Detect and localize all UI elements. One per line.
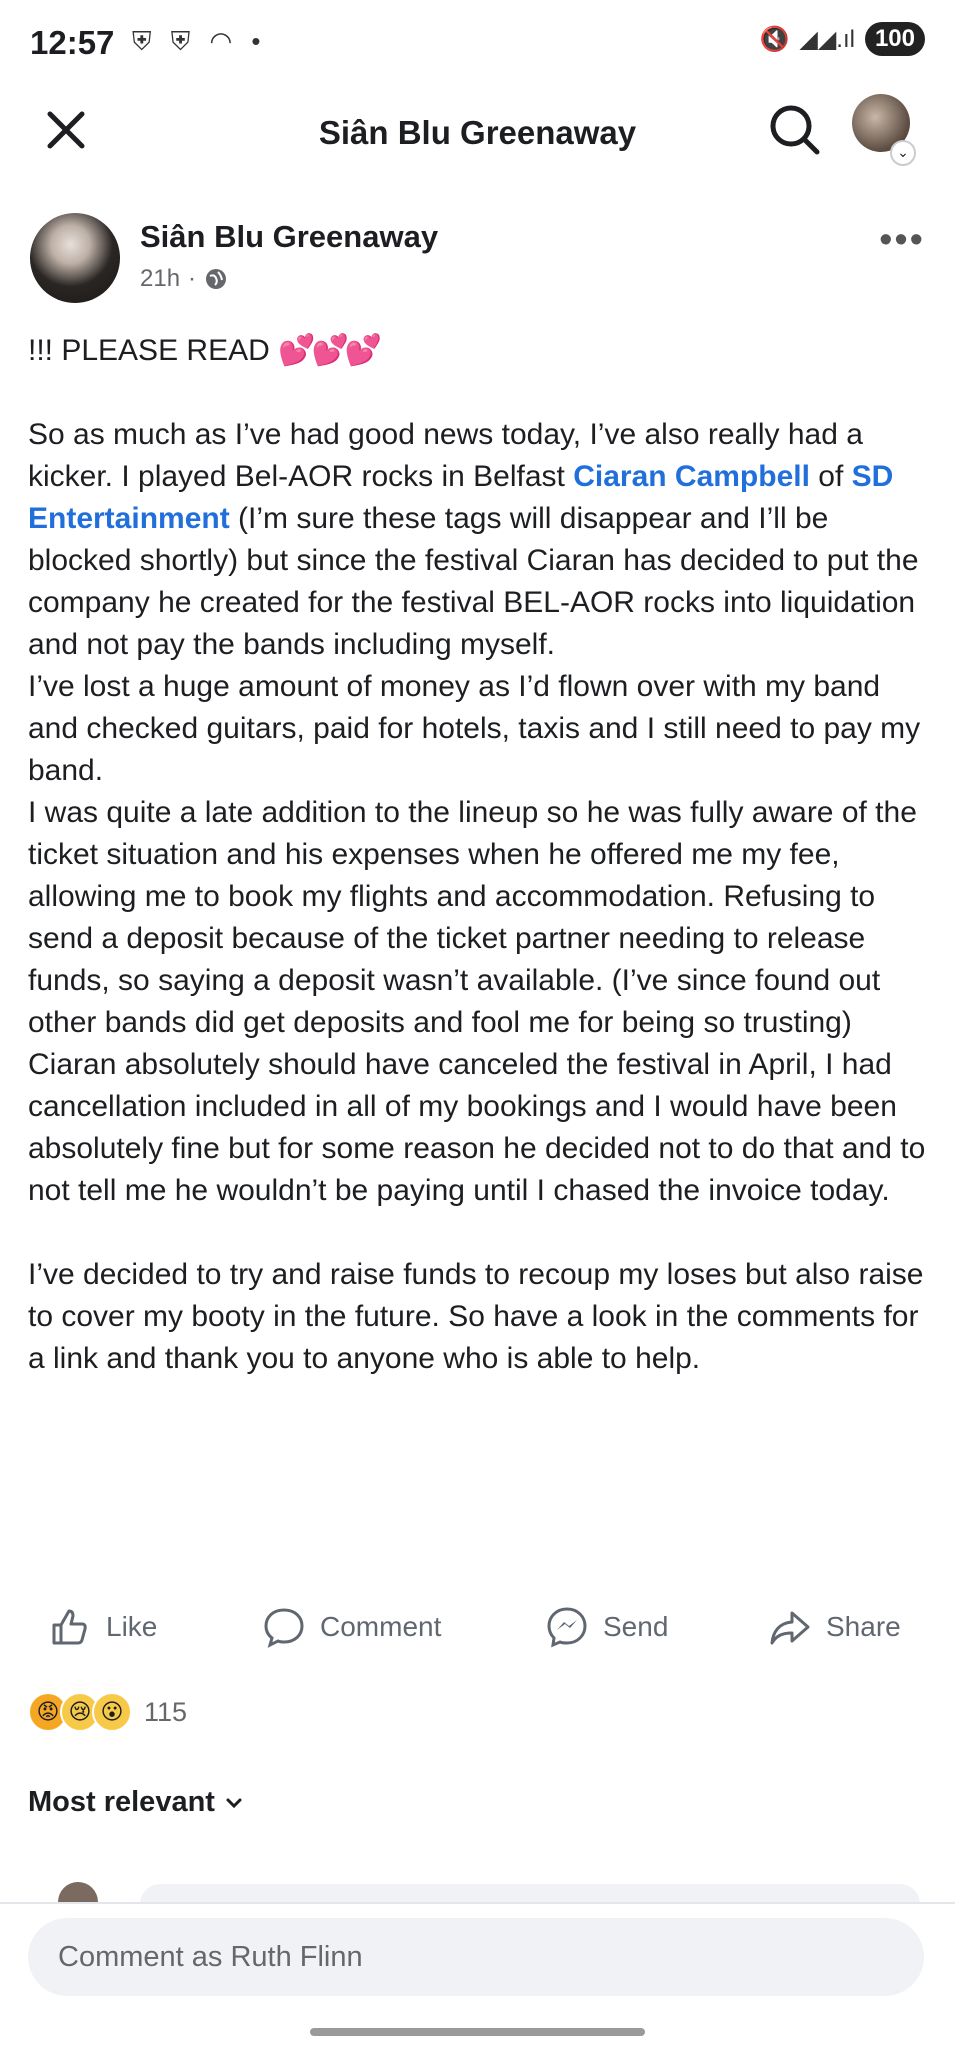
signal-icon: ◢◢.ıl [799, 25, 855, 53]
post-paragraph-5: I’ve decided to try and raise funds to recoup my loses but also raise to cover my booty in the future. So have a look in the comments for a link and thank you to anyone who is able to help. [28, 1258, 924, 1375]
mute-icon: 🔇 [759, 25, 790, 53]
send-label: Send [603, 1611, 669, 1642]
more-options-icon[interactable]: ••• [879, 219, 925, 261]
search-icon[interactable] [765, 100, 825, 160]
status-time: 12:57 [30, 24, 115, 61]
notification-icons: ⛨ ⛨ ◠ • [132, 26, 267, 56]
meta-separator: · [188, 265, 197, 292]
post-paragraph-2: I’ve lost a huge amount of money as I’d flown over with my band and checked guitars, paid for hotels, taxis and I still need to pay my band. [28, 670, 921, 787]
angry-icon: 😡 [28, 1692, 68, 1732]
author-avatar[interactable] [30, 213, 120, 303]
post-actions [0, 1595, 955, 1659]
post-headline [28, 330, 928, 372]
home-indicator[interactable] [310, 2028, 645, 2036]
wow-icon: 😮 [92, 1692, 132, 1732]
comment-icon [262, 1605, 306, 1649]
comment-input[interactable] [28, 1918, 924, 1996]
comment-composer [0, 1904, 955, 2048]
p1-text-c: (I’m sure these tags will disappear and I’ll be blocked shortly) but since the festival Ciaran has decided to put the company he created for the festival BEL-AOR rocks into liquidation and not pay the bands including myself. [28, 502, 919, 661]
like-button[interactable] [48, 1605, 157, 1649]
like-label: Like [106, 1611, 158, 1642]
post-paragraph-1 [28, 414, 928, 666]
post-meta [140, 265, 228, 293]
sad-icon: 😢 [60, 1692, 100, 1732]
comment-label: Comment [320, 1611, 442, 1642]
post-paragraph-3: I was quite a late addition to the lineup so he was fully aware of the ticket situation and his expenses when he offered me my fee, allowing me to book my flights and accommodation. Refusing to send a deposit because of the ticket partner needing to release funds, so saying a deposit wasn’t available. (I’ve since found out other bands did get deposits and fool me for being so trusting) [28, 796, 917, 1039]
p1-text-a: So as much as I’ve had good news today, I’ve also really had a kicker. I played Bel-AOR rocks in Belfast [28, 418, 863, 493]
post-paragraph-4: Ciaran absolutely should have canceled the festival in April, I had cancellation included in all of my bookings and I would have been absolutely fine but for some reason he decided not to do that and to not tell me he wouldn’t be paying until I chased the invoice today. [28, 1048, 926, 1207]
app-bar [0, 86, 955, 198]
send-button[interactable] [545, 1605, 668, 1649]
comment-sort-dropdown[interactable] [28, 1786, 243, 1819]
p1-text-b: of [809, 460, 852, 493]
headline-text: !!! PLEASE READ [28, 334, 270, 367]
hearts-emoji: 💕💕💕 [278, 334, 379, 367]
post-body [28, 330, 928, 1380]
battery-badge: 100 [865, 22, 925, 56]
share-button[interactable] [768, 1605, 901, 1649]
status-bar [0, 0, 955, 86]
tag-ciaran-campbell[interactable]: Ciaran Campbell [573, 460, 810, 493]
share-icon [768, 1605, 812, 1649]
status-right [759, 22, 925, 56]
reactions-summary[interactable] [28, 1692, 187, 1732]
page-title: Siân Blu Greenaway [318, 114, 637, 151]
post-header [0, 205, 955, 305]
globe-icon [204, 267, 228, 291]
tag-sd-entertainment[interactable]: SD Entertainment [28, 460, 894, 535]
chevron-down-icon[interactable]: ⌄ [890, 140, 916, 166]
reaction-count: 115 [144, 1696, 188, 1727]
messenger-icon [545, 1605, 589, 1649]
post-time: 21h [140, 265, 181, 292]
sort-label: Most relevant [28, 1786, 215, 1818]
comment-button[interactable] [262, 1605, 441, 1649]
author-name[interactable]: Siân Blu Greenaway [140, 219, 439, 254]
chevron-down-icon [225, 1794, 243, 1812]
share-label: Share [826, 1611, 901, 1642]
thumbs-up-icon [48, 1605, 92, 1649]
